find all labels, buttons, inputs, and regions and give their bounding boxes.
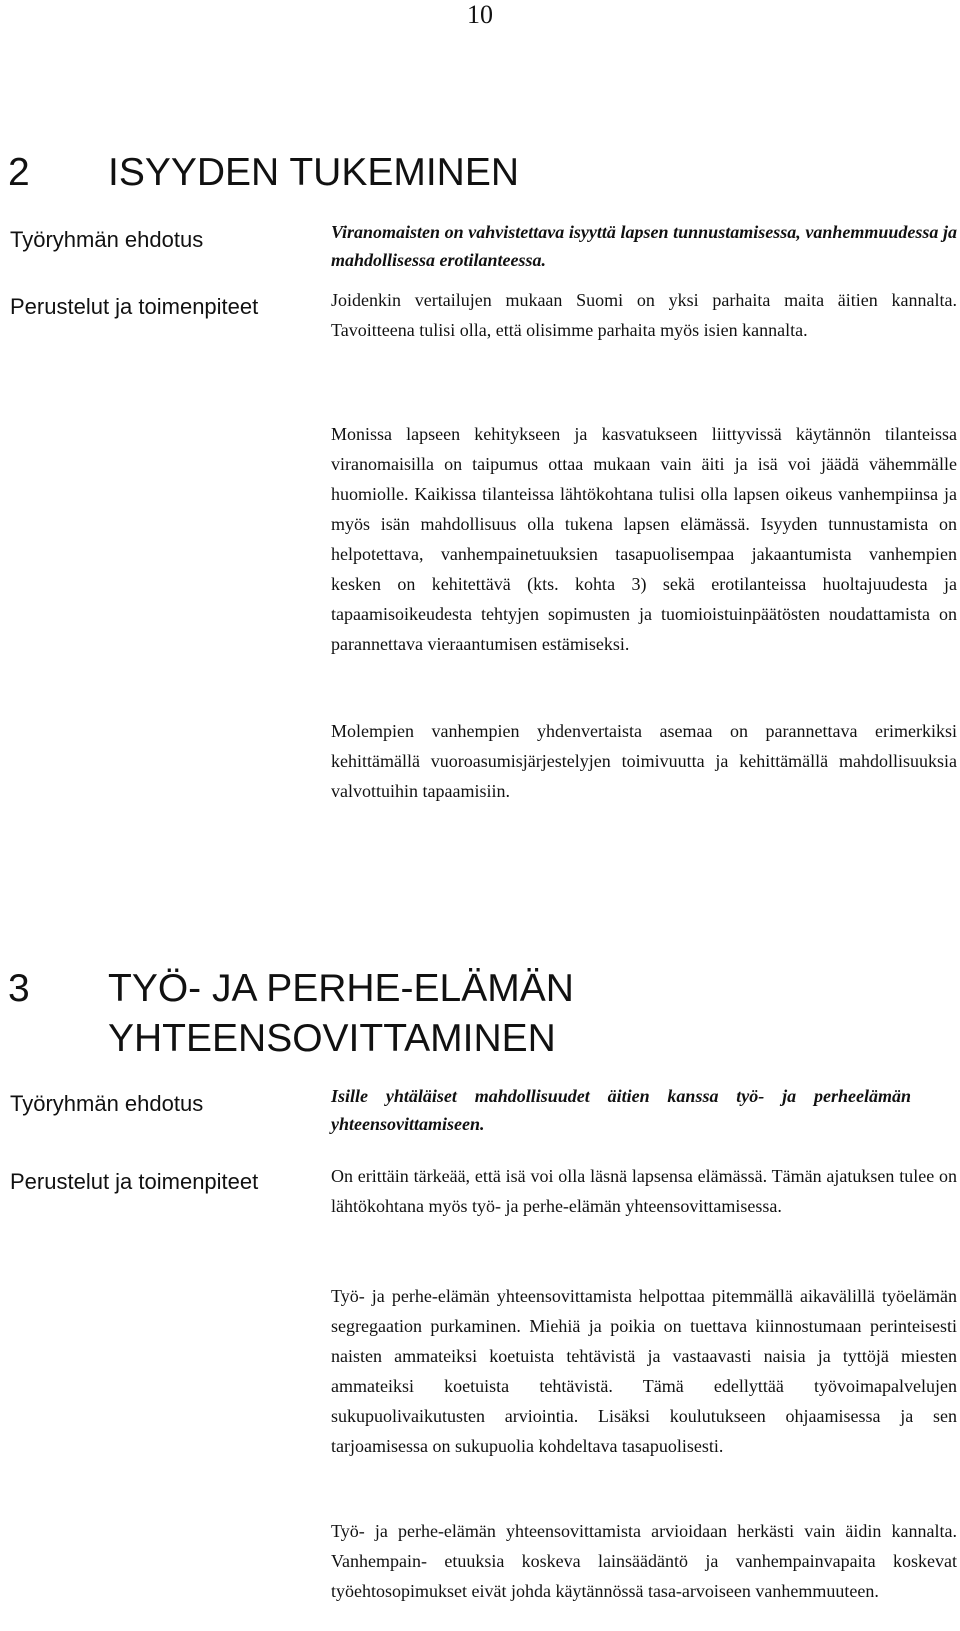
- chapter-title-line-2: YHTEENSOVITTAMINEN: [108, 1017, 556, 1060]
- paragraph: Työ- ja perhe-elämän yhteensovittamista helpottaa pitemmällä aikavälillä työelämän segregaation purkaminen. Miehiä ja poikia on tuettava kiinnostumaan perinteisesti naisten ammateiksi koetuista tehtävistä ja vastaavasti naisia ja tyttöjä miesten ammateiksi koetuista tehtävistä. Tämä edellyttää työvoimapalvelujen sukupuolivaikutusten arviointia. Lisäksi koulutukseen ohjaamisessa ja sen tarjoamisessa on sukupuolia kohdeltava tasapuolisesti.: [331, 1286, 957, 1456]
- paragraph: Molempien vanhempien yhdenvertaista asemaa on parannettava erimerkiksi kehittämällä vuoroasumisjärjestelyjen toimivuutta ja kehittämällä mahdollisuuksia valvottuihin tapaamisiin.: [331, 721, 957, 801]
- proposal-text: Isille yhtäläiset mahdollisuudet äitien kanssa työ- ja perheelämän yhteensovittamiseen.: [331, 1086, 911, 1134]
- rationale-label: Perustelut ja toimenpiteet: [10, 1169, 259, 1194]
- chapter-number: 2: [8, 151, 30, 194]
- paragraph: On erittäin tärkeää, että isä voi olla läsnä lapsensa elämässä. Tämän ajatuksen tulee on lähtökohtana myös työ- ja perhe-elämän yhteensovittamisessa.: [331, 1166, 957, 1216]
- paragraph: Työ- ja perhe-elämän yhteensovittamista arvioidaan herkästi vain äidin kannalta. Vanhempain- etuuksia koskeva lainsäädäntö ja vanhempainvapaita koskevat työehtosopimukset eivät johda käytännössä tasa-arvoiseen vanhemmuuteen.: [331, 1521, 957, 1601]
- chapter-heading-3: [8, 964, 948, 1064]
- proposal-text: Viranomaisten on vahvistettava isyyttä lapsen tunnustamisessa, vanhemmuudessa ja mahdollisessa erotilanteessa.: [331, 222, 957, 270]
- chapter-heading-2: [8, 148, 948, 198]
- paragraph: Monissa lapseen kehitykseen ja kasvatukseen liittyvissä käytännön tilanteissa viranomaisilla on taipumus ottaa mukaan vain äiti ja isä voi jäädä vähemmälle huomiolle. Kaikissa tilanteissa lähtökohtana tulisi olla lapsen oikeus vanhempiinsa ja myös isän mahdollisuus olla tukena lapsen elämässä. Isyyden tunnustamista on helpotettava, vanhempainetuuksien tasapuolisempaa jakaantumista vanhempien kesken on kehitettävä (kts. kohta 3) sekä erotilanteissa huoltajuudesta ja tapaamisoikeudesta tehtyjen sopimusten ja tuomioistuinpäätösten noudattamista on parannettava vieraantumisen estämiseksi.: [331, 424, 957, 654]
- chapter-title: ISYYDEN TUKEMINEN: [108, 151, 520, 194]
- proposal-label: Työryhmän ehdotus: [10, 1091, 204, 1116]
- chapter-number: 3: [8, 967, 30, 1010]
- paragraph: Joidenkin vertailujen mukaan Suomi on yksi parhaita maita äitien kannalta. Tavoitteena tulisi olla, että olisimme parhaita myös isien kannalta.: [331, 290, 957, 340]
- chapter-title-line-1: TYÖ- JA PERHE-ELÄMÄN: [108, 967, 574, 1010]
- rationale-label: Perustelut ja toimenpiteet: [10, 294, 259, 319]
- page-number: 10: [467, 0, 493, 29]
- proposal-label: Työryhmän ehdotus: [10, 227, 204, 252]
